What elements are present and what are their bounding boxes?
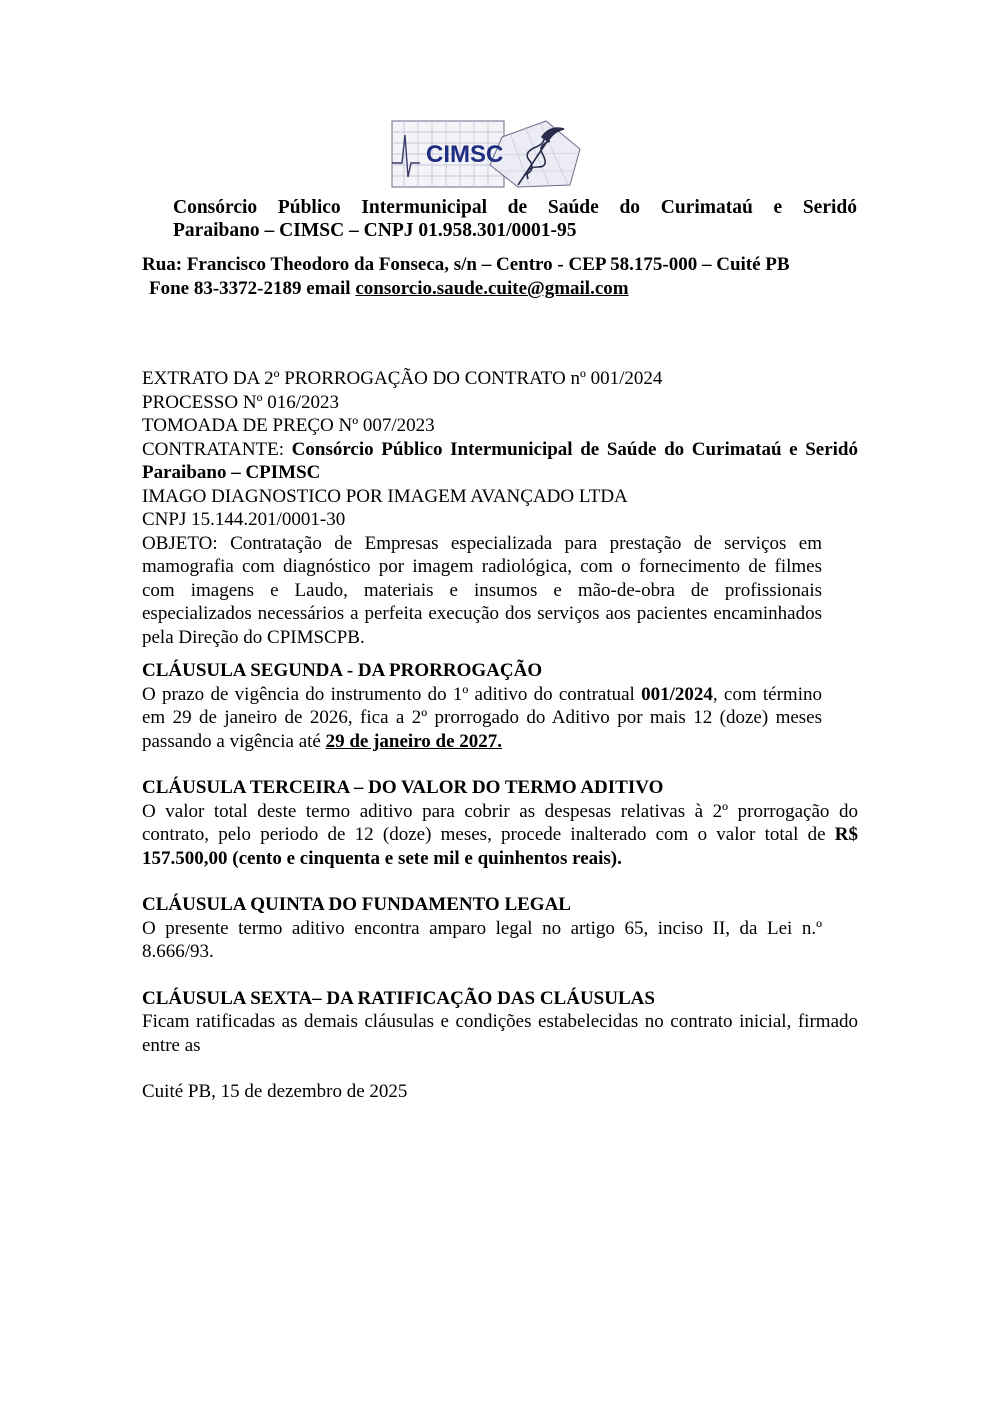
organization-name-line-1: Consórcio Público Intermunicipal de Saúde do Curimataú e Seridó — [173, 197, 857, 218]
clause-3-text-part: O valor total deste termo aditivo para cobrir as despesas relativas à 2º prorrogação do contrato, pelo periodo de 12 (doze) meses, procede inalterado com o valor total de — [142, 800, 858, 845]
email-link[interactable]: consorcio.saude.cuite@gmail.com — [355, 278, 629, 299]
contracted-company: IMAGO DIAGNOSTICO POR IMAGEM AVANÇADO LTDA — [142, 485, 628, 507]
caduceus-ecg-logo-icon — [390, 115, 590, 195]
clause-2-title: CLÁUSULA SEGUNDA - DA PRORROGAÇÃO — [142, 660, 543, 681]
clause-3-text — [142, 800, 858, 871]
svg-text:CIMSC: CIMSC — [426, 141, 504, 168]
clause-6-text: Ficam ratificadas as demais cláusulas e condições estabelecidas no contrato inicial, firmado entre as — [142, 1011, 858, 1056]
contracted-cnpj: CNPJ 15.144.201/0001-30 — [142, 509, 346, 530]
clause-5-title: CLÁUSULA QUINTA DO FUNDAMENTO LEGAL — [142, 894, 571, 915]
organization-name-line-2: Paraibano – CIMSC – CNPJ 01.958.301/0001-95 — [173, 220, 577, 241]
document-body — [142, 367, 858, 1104]
phone-label: Fone 83-3372-2189 email — [149, 278, 356, 299]
contract-number: 001/2024 — [641, 683, 713, 705]
contracting-party — [142, 438, 858, 485]
contract-value: R$ 157.500,00 (cento e cinquenta e sete mil e quinhentos reais). — [142, 824, 858, 869]
clause-2-text-part: , com término em 29 de janeiro de 2026, fica a 2º prorrogado do Aditivo por mais 12 (doze) meses passando a vigência até — [142, 683, 822, 752]
clause-3-title: CLÁUSULA TERCEIRA – DO VALOR DO TERMO ADITIVO — [142, 777, 664, 798]
clause-5-text: O presente termo aditivo encontra amparo legal no artigo 65, inciso II, da Lei n.º 8.666/93. — [142, 917, 822, 962]
clause-2-text — [142, 683, 822, 754]
contract-object: OBJETO: Contratação de Empresas especializada para prestação de serviços em mamografia com diagnóstico por imagem radiológica, com o fornecimento de filmes com imagens e Laudo, materiais e insumos e mão-de-obra de profissionais especializados necessários a perfeita execução dos serviços aos pacientes encaminhados pela Direção do CPIMSCPB. — [142, 532, 822, 648]
document-date: Cuité PB, 15 de dezembro de 2025 — [142, 1081, 408, 1102]
price-quote-number: TOMOADA DE PREÇO Nº 007/2023 — [142, 415, 435, 436]
contracting-name: Consórcio Público Intermunicipal de Saúde do Curimataú e Seridó Paraibano – CPIMSC — [142, 438, 858, 483]
extract-title: EXTRATO DA 2º PRORROGAÇÃO DO CONTRATO nº 001/2024 — [142, 368, 663, 389]
clause-2-text-part: O prazo de vigência do instrumento do 1º aditivo do contratual — [142, 683, 642, 705]
cimsc-logo — [390, 115, 590, 195]
new-end-date: 29 de janeiro de 2027. — [325, 730, 503, 752]
clause-6-title: CLÁUSULA SEXTA– DA RATIFICAÇÃO DAS CLÁUSULAS — [142, 987, 655, 1009]
address: Rua: Francisco Theodoro da Fonseca, s/n – Centro - CEP 58.175-000 – Cuité PB — [142, 254, 790, 275]
organization-name — [173, 196, 857, 242]
contracting-label: CONTRATANTE: — [142, 438, 292, 460]
contact-line — [149, 276, 629, 301]
process-number: PROCESSO Nº 016/2023 — [142, 391, 339, 413]
